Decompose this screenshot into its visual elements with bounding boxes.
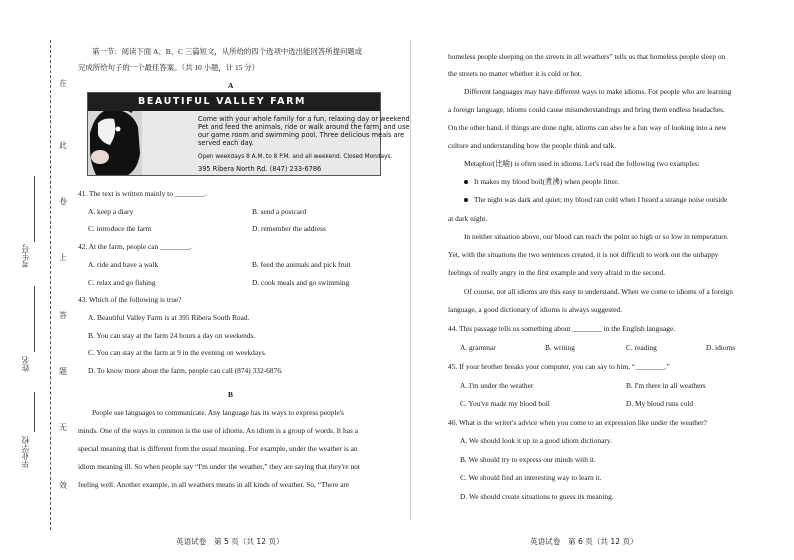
q43-option-a[interactable]: A. Beautiful Valley Farm is at 395 Ribera South Road.: [88, 313, 250, 322]
q45-option-d[interactable]: D. My blood runs cold: [626, 399, 694, 408]
name-field[interactable]: [34, 286, 35, 352]
seal-dashed-line: [50, 40, 51, 530]
q44-option-c[interactable]: C. reading: [626, 343, 657, 352]
q41-option-c[interactable]: C. introduce the farm: [88, 224, 152, 233]
ad-title: BEAUTIFUL VALLEY FARM: [88, 93, 380, 111]
right-paragraph-line: at dark night.: [448, 214, 488, 223]
school-field[interactable]: [34, 392, 35, 432]
ad-line: Come with your whole family for a fun, relaxing day or weekend.: [198, 115, 412, 123]
passage-b-line: minds. One of the ways in common is the use of idioms. An idiom is a group of words. It has a: [78, 426, 358, 435]
right-paragraph-line: In neither situation above, our blood can reach the point so high or so low in temperature.: [464, 232, 729, 241]
ad-line: our game room and swimming pool. Three delicious meals are: [198, 131, 405, 139]
q43-option-b[interactable]: B. You can stay at the farm 24 hours a day on weekends.: [88, 331, 256, 340]
q46-option-a[interactable]: A. We should look it up in a good idiom dictionary.: [460, 436, 612, 445]
q42-option-b[interactable]: B. feed the animals and pick fruit: [252, 260, 351, 269]
right-paragraph-line: Different languages may have different ways to make idioms. For people who are learning: [464, 87, 732, 96]
right-paragraph-line: the streets no matter whether it is cold or hot.: [448, 69, 582, 78]
page-divider: [410, 40, 411, 520]
example-1: [464, 177, 619, 187]
q42-stem: 42. At the farm, people can ________.: [78, 242, 192, 251]
seal-char: 此: [59, 141, 67, 150]
q41-option-a[interactable]: A. keep a diary: [88, 207, 134, 216]
q43-option-d[interactable]: D. To know more about the farm, people can call (874) 332-6876.: [88, 366, 283, 375]
q43-option-c[interactable]: C. You can stay at the farm at 9 in the evening on weekdays.: [88, 348, 267, 357]
instruction-line-1: 第一节：阅读下面 A、B、C 三篇短文，从所给的四个选项中选出能回答所提问题或: [92, 47, 363, 56]
seal-char: 无: [59, 423, 67, 432]
passage-b-line: People use languages to communicate. Any language has its ways to express people's: [92, 408, 344, 417]
right-paragraph-line: language, a good dictionary of idioms is always suggested.: [448, 305, 623, 314]
q46-option-d[interactable]: D. We should create situations to guess its meaning.: [460, 492, 614, 501]
right-paragraph-line: culture and understanding how the people think and talk.: [448, 141, 617, 150]
q45-option-c[interactable]: C. You've made my blood boil: [460, 399, 550, 408]
seal-char: 题: [59, 367, 67, 376]
example-1-text: It makes my blood boil(煮沸) when people litter.: [474, 177, 619, 186]
section-a-heading: A: [228, 81, 234, 90]
q41-option-d[interactable]: D. remember the address: [252, 224, 326, 233]
q42-option-a[interactable]: A. ride and have a walk: [88, 260, 159, 269]
q41-option-b[interactable]: B. send a postcard: [252, 207, 307, 216]
q44-option-b[interactable]: B. writing: [545, 343, 575, 352]
right-paragraph-line: On the other hand, if things are done right, idioms can also be a fun way of looking into a new: [448, 123, 727, 132]
seal-char: 效: [59, 481, 67, 490]
example-2-text: The night was dark and quiet; my blood ran cold when I heard a strange noise outside: [474, 195, 728, 204]
q44-stem: 44. This passage tells us something about ________ in the English language.: [448, 324, 676, 333]
exam-number-field[interactable]: [34, 176, 35, 242]
q43-stem: 43. Which of the following is true?: [78, 295, 182, 304]
bullet-icon: [464, 198, 468, 202]
q44-option-a[interactable]: A. grammar: [460, 343, 496, 352]
exam-number-label: 考生号: [21, 244, 30, 268]
ad-line: served each day.: [198, 139, 254, 147]
page-footer-right: 英语试卷 第 6 页（共 12 页）: [530, 537, 638, 546]
ad-address: 395 Ribera North Rd. (847) 233-6786: [198, 165, 322, 173]
q42-option-d[interactable]: D. cook meals and go swimming: [252, 278, 350, 287]
q45-stem: 45. If your brother breaks your computer, you can say to him, “________.”: [448, 362, 670, 371]
section-b-heading: B: [228, 390, 233, 399]
q41-stem: 41. The text is written mainly to ________.: [78, 189, 207, 198]
q46-option-c[interactable]: C. We should find an interesting way to learn it.: [460, 473, 602, 482]
ad-hours: Open weekdays 8 A.M. to 8 P.M. and all weekend. Closed Mondays.: [198, 154, 393, 160]
seal-char: 上: [59, 253, 67, 262]
right-paragraph-line: Metaphor(比喻) is often used in idioms. Let's read the following two examples:: [464, 159, 700, 168]
right-paragraph-line: Of course, not all idioms are this easy to understand. When we come to idioms of a foreign: [464, 287, 733, 296]
q46-stem: 46. What is the writer's advice when you come to an expression like under the weather?: [448, 418, 707, 427]
seal-char: 答: [59, 311, 67, 320]
q45-option-b[interactable]: B. I'm there in all weathers: [626, 381, 706, 390]
name-label: 姓名: [21, 356, 30, 372]
seal-char: 在: [59, 79, 67, 88]
right-paragraph-line: a foreign language, idioms could cause misunderstandings and bring them endless headaches.: [448, 105, 725, 114]
example-2: [464, 195, 727, 205]
seal-char: 卷: [59, 197, 67, 206]
q46-option-b[interactable]: B. We should try to express our minds with it.: [460, 455, 596, 464]
page-footer-left: 英语试卷 第 5 页（共 12 页）: [176, 537, 284, 546]
bullet-icon: [464, 180, 468, 184]
passage-b-line: idiom meaning ill. So when people say “I'm under the weather,” they are saying that they're not: [78, 462, 360, 471]
q42-option-c[interactable]: C. relax and go fishing: [88, 278, 156, 287]
right-paragraph-line: Yet, with the situations the two sentences created, it is not difficult to work out the unhappy: [448, 250, 719, 259]
instruction-line-2: 完成所给句子的一个最佳答案。（共 10 小题，计 15 分）: [78, 63, 260, 72]
passage-b-line: feeling well. Another example, in all weathers means in all kinds of weather. So, “There are: [78, 480, 350, 489]
ad-line: Pet and feed the animals, ride or walk around the farm, and use: [198, 123, 410, 131]
farm-advertisement: [87, 92, 412, 176]
school-label: 毕业学校: [21, 436, 30, 468]
right-paragraph-line: homeless people sleeping on the streets in all weathers” tells us that homeless people sleep on: [448, 52, 726, 61]
q44-option-d[interactable]: D. idioms: [706, 343, 736, 352]
q45-option-a[interactable]: A. I'm under the weather: [460, 381, 534, 390]
right-paragraph-line: feelings of really angry in the first example and very afraid in the second.: [448, 268, 666, 277]
passage-b-line: special meaning that is different from the usual meaning. For example, under the weather is an: [78, 444, 358, 453]
